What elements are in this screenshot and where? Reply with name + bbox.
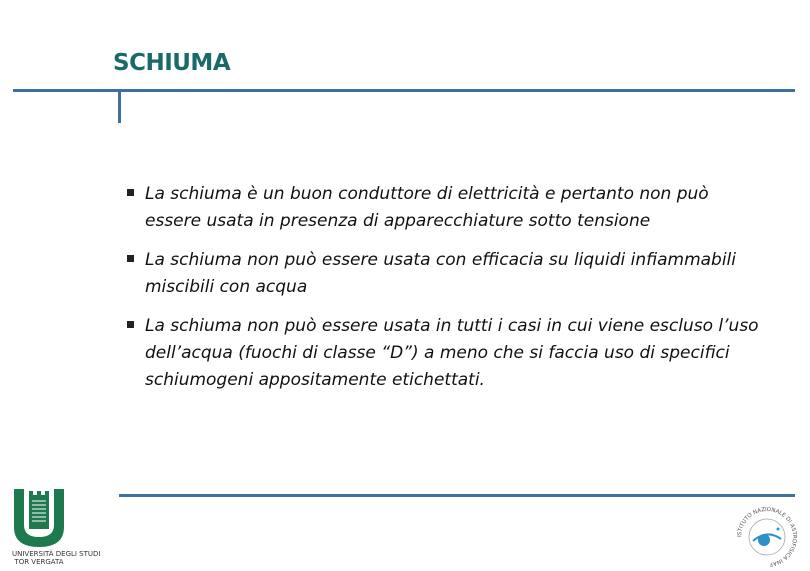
slide-title: SCHIUMA [113,50,231,76]
title-underline-rule [13,89,795,92]
bullet-text: La schiuma non può essere usata in tutti i casi in cui viene escluso l’uso dell’acqua (fuochi di classe “D”) a meno che si faccia uso di specifici schiumogeni appositamente etichettati. [145,316,759,390]
seal-text: ISTITUTO NAZIONALE DI ASTROFISICA INAF [736,506,798,567]
bullet-list [127,181,767,406]
bullet-item [127,247,767,301]
footer-rule [119,494,795,497]
bullet-text: La schiuma non può essere usata con efficacia su liquidi infiammabili miscibili con acqua [145,250,737,297]
bullet-item [127,181,767,235]
bullet-text: La schiuma è un buon conduttore di elettricità e pertanto non può essere usata in presenza di apparecchiature sotto tensione [145,184,709,231]
square-bullet-icon [127,189,134,196]
logo-caption-line2: TOR VERGATA [14,558,64,566]
university-shield-logo [12,487,101,566]
logo-caption-line1: UNIVERSITÀ DEGLI STUDI [12,550,101,558]
square-bullet-icon [127,255,134,262]
institute-circular-seal-logo [733,503,801,567]
university-shield-icon [12,487,66,549]
bullet-item [127,313,767,394]
title-rule-tick [118,92,121,123]
square-bullet-icon [127,321,134,328]
institute-seal-icon [733,503,801,567]
